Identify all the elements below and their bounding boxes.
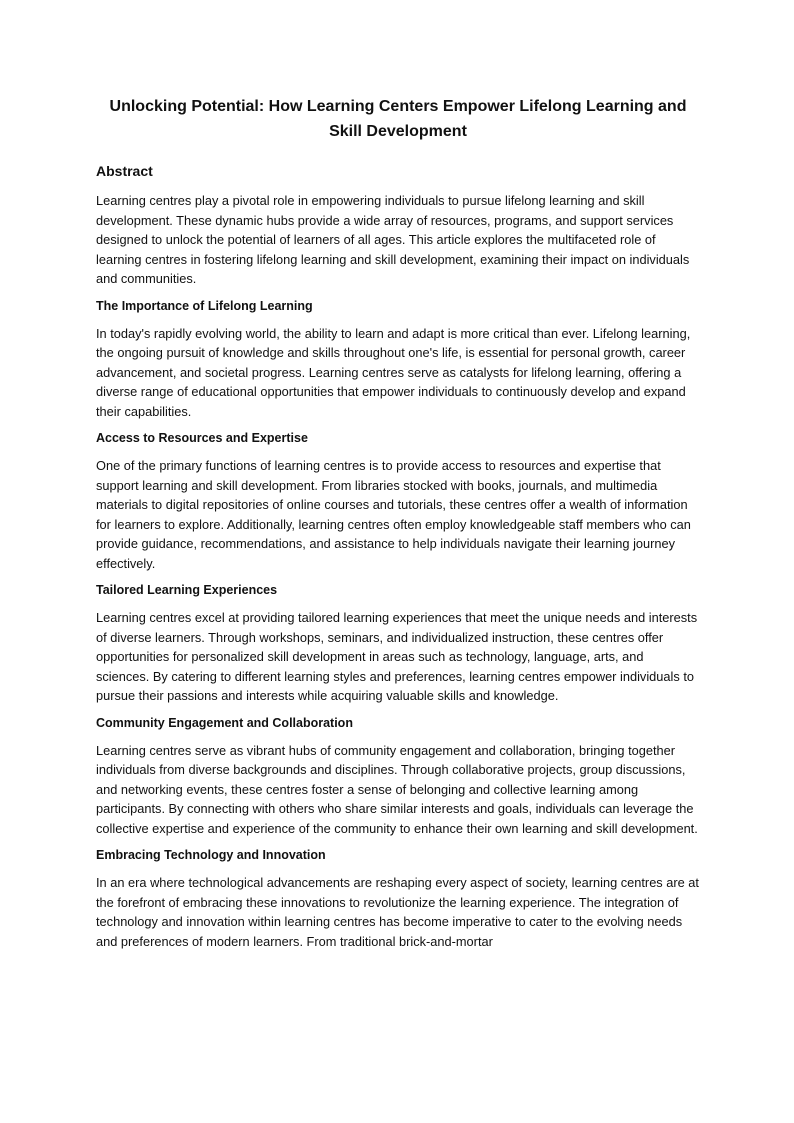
section-text: Learning centres excel at providing tailored learning experiences that meet the unique needs and interests of diverse learners. Through workshops, seminars, and individualized instruction, these centres offer opportunities for personalized skill development in areas such as technology, language, arts, and sciences. By catering to different learning styles and preferences, learning centres empower individuals to pursue their passions and interests while acquiring valuable skills and knowledge. xyxy=(96,610,698,703)
section-heading: The Importance of Lifelong Learning xyxy=(96,298,313,313)
section-text: Learning centres serve as vibrant hubs of community engagement and collaboration, bringing together individuals from diverse backgrounds and disciplines. Through collaborative projects, group discussions, and networking events, these centres foster a sense of belonging and collective learning among participants. By connecting with others who share similar interests and goals, individuals can leverage the collective expertise and experience of the community to enhance their own learning and skill development. xyxy=(96,742,698,836)
abstract-section xyxy=(96,161,700,289)
section-heading: Tailored Learning Experiences xyxy=(96,583,278,597)
document-page xyxy=(96,94,700,951)
section-text: One of the primary functions of learning centres is to provide access to resources and expertise that support learning and skill development. From libraries stocked with books, journals, and multimedia materials to digital repositories of online courses and tutorials, these centres offer a wealth of information for learners to explore. Additionally, learning centres often employ knowledgeable staff members who can provide guidance, recommendations, and assistance to help individuals navigate their learning journey effectively. xyxy=(96,458,691,571)
abstract-text: Learning centres play a pivotal role in empowering individuals to pursue lifelong learning and skill development. These dynamic hubs provide a wide array of resources, programs, and support services designed to unlock the potential of learners of all ages. This article explores the multifaceted role of learning centres in fostering lifelong learning and skill development, examining their impact on individuals and communities. xyxy=(96,193,690,286)
section-heading: Community Engagement and Collaboration xyxy=(96,715,353,730)
abstract-heading: Abstract xyxy=(96,163,153,179)
section-embracing-technology xyxy=(96,846,700,951)
section-heading: Access to Resources and Expertise xyxy=(96,431,308,445)
section-heading: Embracing Technology and Innovation xyxy=(96,848,326,862)
section-access-to-resources xyxy=(96,429,700,573)
section-tailored-learning xyxy=(96,581,700,706)
section-text: In an era where technological advancements are reshaping every aspect of society, learning centres are at the forefront of embracing these innovations to revolutionize the learning experience. The integration of technology and innovation within learning centres has become imperative to cater to the evolving needs and preferences of modern learners. From traditional brick-and-mortar xyxy=(96,875,699,949)
section-community-engagement xyxy=(96,714,700,839)
section-text: In today's rapidly evolving world, the ability to learn and adapt is more critical than ever. Lifelong learning, the ongoing pursuit of knowledge and skills throughout one's life, is essential for personal growth, career advancement, and societal progress. Learning centres serve as catalysts for lifelong learning, offering a diverse range of educational opportunities that empower individuals to continuously develop and expand their capabilities. xyxy=(96,325,691,419)
document-title: Unlocking Potential: How Learning Centers Empower Lifelong Learning and Skill Development xyxy=(109,98,687,140)
section-importance-of-lifelong-learning xyxy=(96,297,700,422)
